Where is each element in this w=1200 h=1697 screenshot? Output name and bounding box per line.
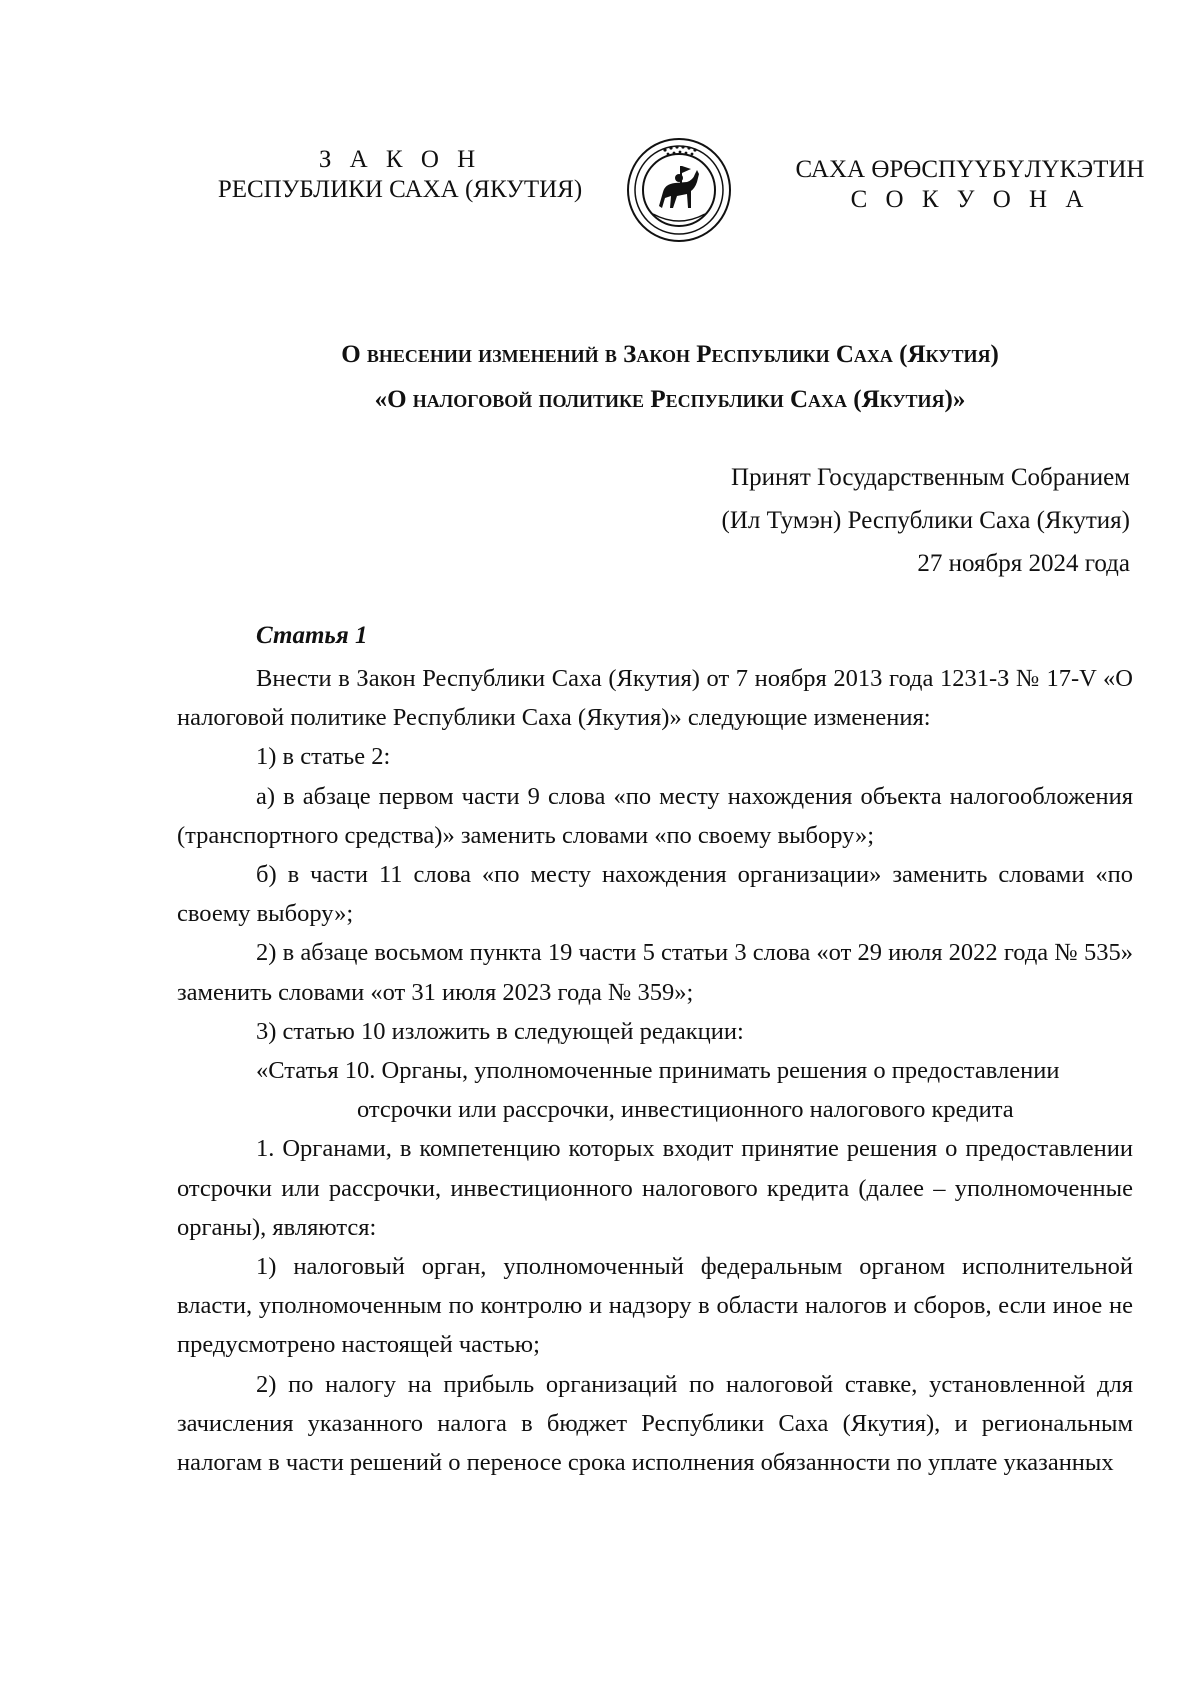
paragraph: отсрочки или рассрочки, инвестиционного налогового кредита [357,1096,1014,1124]
article-body [177,659,1133,1482]
paragraph: 1) в статье 2: [256,743,391,771]
republic-name-yakut: САХА ӨРӨСПҮҮБҮЛҮКЭТИН [795,156,1145,183]
paragraph: 1) налоговый орган, уполномоченный федеральным органом исполнительной власти, уполномоченным по контролю и надзору в области налогов и сборов, если иное не предусмотрено настоящей частью; [177,1253,1133,1359]
title-line-1: О внесении изменений в Закон Республики Саха (Якутия) [341,341,999,368]
republic-name: РЕСПУБЛИКИ САХА (ЯКУТИЯ) [217,176,583,203]
coat-of-arms-emblem-icon [625,136,733,244]
paragraph: а) в абзаце первом части 9 слова «по месту нахождения объекта налогообложения (транспортного средства)» заменить словами «по своему выбору»; [177,782,1133,849]
paragraph: 2) по налогу на прибыль организаций по налоговой ставке, установленной для зачисления указанного налога в бюджет Республики Саха (Якутия), и региональным налогам в части решений о переносе срока исполнения обязанности по уплате указанных [177,1370,1133,1477]
law-title-word: З А К О Н [318,146,482,173]
paragraph: Внести в Закон Республики Саха (Якутия) от 7 ноября 2013 года 1231-З № 17-V «О налоговой политике Республики Саха (Якутия)» следующие изменения: [177,665,1133,732]
law-title-word-yakut: С О К У О Н А [850,186,1090,213]
law-header-russian [200,145,600,205]
paragraph: 2) в абзаце восьмом пункта 19 части 5 статьи 3 слова «от 29 июля 2022 года № 535» заменить словами «от 31 июля 2023 года № 359»; [177,939,1133,1006]
adoption-line-2: (Ил Тумэн) Республики Саха (Якутия) [721,507,1130,534]
adoption-line-1: Принят Государственным Собранием [731,464,1130,491]
law-header-yakut [780,155,1160,215]
paragraph: «Статья 10. Органы, уполномоченные принимать решения о предоставлении [256,1057,1060,1085]
paragraph: 1. Органами, в компетенцию которых входит принятие решения о предоставлении отсрочки или рассрочки, инвестиционного налогового кредита (далее – уполномоченные органы), являются: [177,1135,1133,1241]
adoption-note [722,456,1130,585]
adoption-date: 27 ноября 2024 года [917,550,1130,577]
title-line-2: «О налоговой политике Республики Саха (Якутия)» [374,386,966,413]
paragraph: б) в части 11 слова «по месту нахождения организации» заменить словами «по своему выбору»; [177,861,1133,928]
paragraph: 3) статью 10 изложить в следующей редакции: [256,1017,744,1045]
document-title [190,332,1150,422]
article-heading: Статья 1 [256,622,368,649]
